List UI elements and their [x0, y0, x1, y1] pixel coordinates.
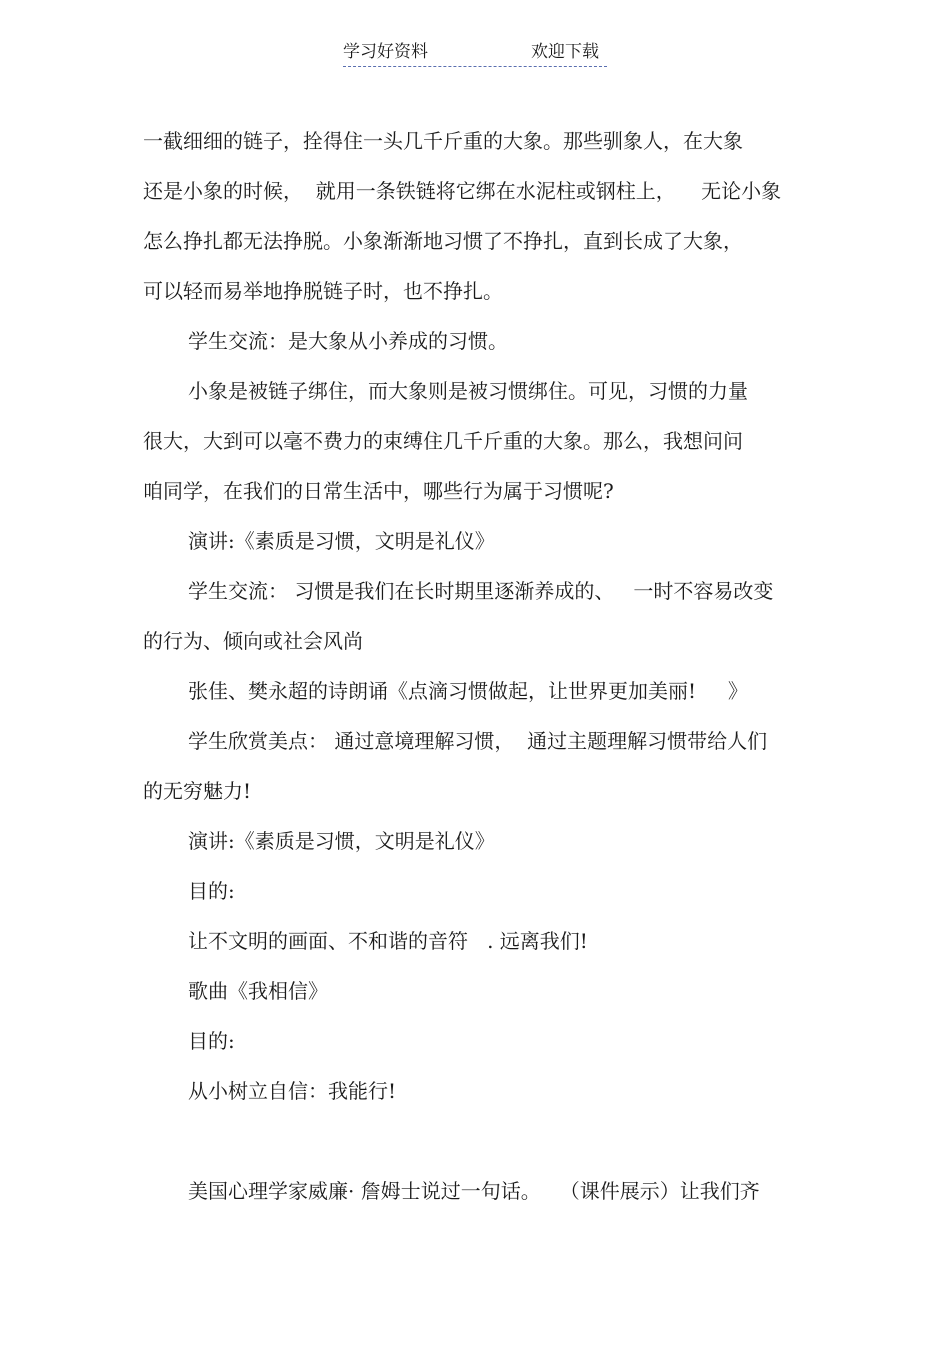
page-header: [343, 40, 607, 67]
text-line: 演讲:《素质是习惯，文明是礼仪》: [188, 829, 495, 853]
text-line: 从小树立自信：我能行!: [188, 1079, 397, 1103]
text-line: 目的:: [188, 1029, 235, 1053]
text-line: 演讲:《素质是习惯，文明是礼仪》: [188, 529, 495, 553]
text-line: 的无穷魅力!: [143, 779, 252, 803]
header-left-text: 学习好资料: [343, 42, 428, 62]
text-line: 让不文明的画面、不和谐的音符 . 远离我们!: [188, 929, 588, 953]
text-line: 还是小象的时候， 就用一条铁链将它绑在水泥柱或钢柱上， 无论小象: [143, 179, 782, 203]
text-line: 学生交流： 习惯是我们在长时期里逐渐养成的、 一时不容易改变: [188, 579, 774, 603]
text-line: 小象是被链子绑住，而大象则是被习惯绑住。可见，习惯的力量: [188, 379, 748, 403]
text-line: 怎么挣扎都无法挣脱。小象渐渐地习惯了不挣扎，直到长成了大象，: [143, 229, 743, 253]
text-line: 学生交流：是大象从小养成的习惯。: [188, 329, 508, 353]
text-line: 的行为、倾向或社会风尚: [143, 629, 363, 653]
text-line: 可以轻而易举地挣脱链子时，也不挣扎。: [143, 279, 503, 303]
text-line: 歌曲《我相信》: [188, 979, 328, 1003]
text-line: 一截细细的链子，拴得住一头几千斤重的大象。那些驯象人，在大象: [143, 129, 743, 153]
paragraph-gap: [143, 1116, 823, 1166]
text-line: 很大，大到可以毫不费力的束缚住几千斤重的大象。那么，我想问问: [143, 429, 743, 453]
text-line: 张佳、樊永超的诗朗诵《点滴习惯做起，让世界更加美丽! 》: [188, 679, 748, 703]
header-right-text: 欢迎下载: [531, 42, 599, 62]
text-line: 美国心理学家威廉· 詹姆士说过一句话。 （课件展示）让我们齐: [188, 1179, 760, 1203]
document-body: [143, 116, 823, 1216]
text-line: 学生欣赏美点： 通过意境理解习惯， 通过主题理解习惯带给人们: [188, 729, 768, 753]
text-line: 咱同学，在我们的日常生活中，哪些行为属于习惯呢?: [143, 479, 614, 503]
text-line: 目的:: [188, 879, 235, 903]
